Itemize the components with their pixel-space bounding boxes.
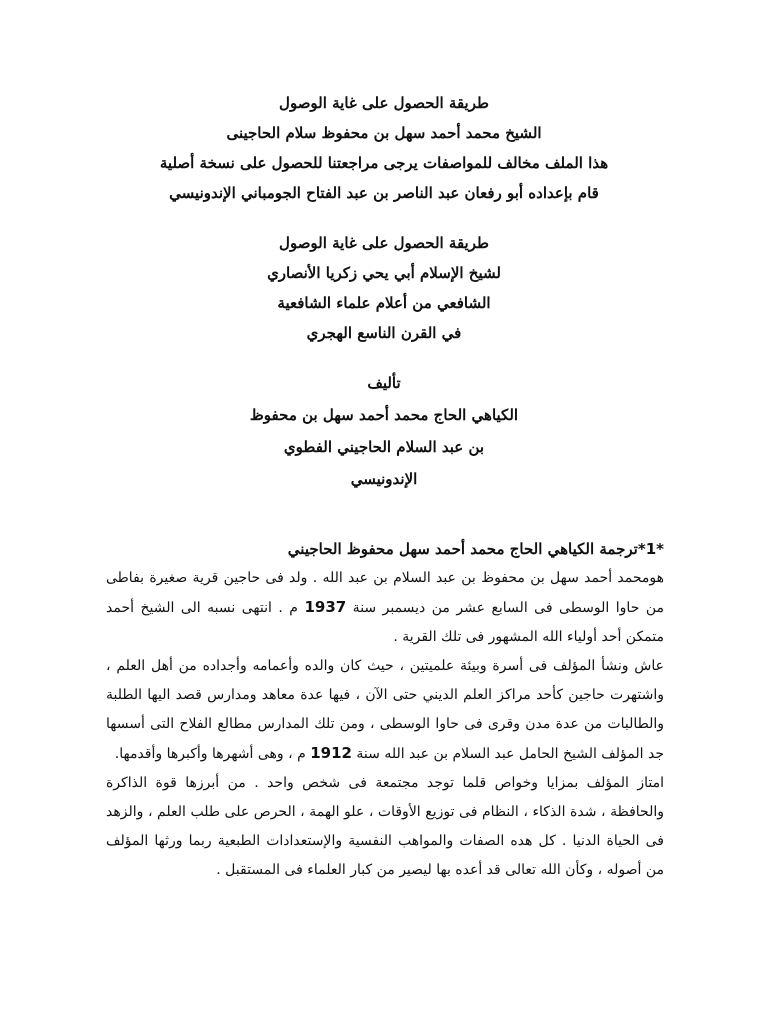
section-heading-text: ترجمة الكياهي الحاج محمد أحمد سهل محفوظ الحاجيني bbox=[287, 540, 638, 558]
title-line: لشيخ الإسلام أبي يحي زكريا الأنصاري bbox=[267, 264, 501, 282]
author-line: بن عبد السلام الحاجيني الفطوي bbox=[283, 438, 485, 456]
book-title: طريقة الحصول على غاية الوصول bbox=[279, 234, 489, 252]
file-header bbox=[100, 88, 668, 208]
paragraph-text: هومحمد أحمد سهل بن محفوظ بن عبد السلام بن عبد الله . ولد فى حاجين قرية صغيرة بفاطى من حاوا الوسطى فى السابع عشر من ديسمبر سنة bbox=[106, 570, 664, 616]
header-line: الشيخ محمد أحمد سهل بن محفوظ سلام الحاجينى bbox=[226, 124, 542, 142]
paragraph bbox=[106, 769, 664, 885]
author-label: تأليف bbox=[367, 374, 401, 392]
book-title-block bbox=[100, 228, 668, 348]
year-number: 1937 bbox=[304, 598, 347, 616]
paragraph-text: م . انتهى نسبه الى الشيخ أحمد متمكن أحد أولياء الله المشهور فى تلك القرية . bbox=[106, 600, 664, 645]
author-line: الكياهي الحاج محمد أحمد سهل بن محفوظ bbox=[249, 406, 519, 424]
author-block bbox=[100, 367, 668, 495]
title-line: في القرن الناسع الهجري bbox=[306, 324, 462, 342]
paragraph-text: م ، وهى أشهرها وأكبرها وأقدمها. bbox=[114, 746, 311, 762]
header-line: طريقة الحصول على غاية الوصول bbox=[279, 94, 489, 112]
author-line: الإندونيسي bbox=[350, 470, 418, 488]
paragraph-text: عاش ونشأ المؤلف فى أسرة وبيئة علميتين ، حيث كان والده وأعمامه وأجداده من أهل العلم ، واشتهرت حاجين كأحد مراكز العلم الديني حتى الآن ، فيها عدة معاهد ومدارس قصد اليها الطلبة والطالبات من عدة مدن وقرى فى حاوا الوسطى ، ومن تلك المدارس مطالع الفلاح التى أسسها جد المؤلف الشيخ الحامل عبد السلام بن عبد الله سنة bbox=[106, 658, 664, 762]
section-heading bbox=[106, 535, 664, 564]
biography-section bbox=[106, 535, 664, 885]
year-number: 1912 bbox=[310, 744, 352, 762]
paragraph-text: امتاز المؤلف بمزايا وخواص قلما توجد مجتمعة فى شخص واحد . من أبرزها قوة الذاكرة والحافظة ، شدة الذكاء ، النظام فى توزيع الأوقات ، علو الهمة ، الحرص على طلب العلم ، والزهد فى الحياة الدنيا . كل هده الصفات والمواهب النفسية والإستعدادات الطبعية ربما ورثها المؤلف من أصوله ، وكأن الله تعالى قد أعده بها ليصير من كبار العلماء فى المستقبل . bbox=[106, 775, 664, 878]
section-number: *1* bbox=[637, 540, 664, 558]
paragraph bbox=[106, 564, 664, 652]
header-line: قام بإعداده أبو رفعان عبد الناصر بن عبد الفتاح الجومباني الإندونيسي bbox=[169, 184, 599, 202]
title-line: الشافعي من أعلام علماء الشافعية bbox=[277, 294, 491, 312]
header-line: هذا الملف مخالف للمواصفات يرجى مراجعتنا للحصول على نسخة أصلية bbox=[159, 154, 609, 172]
paragraph bbox=[106, 652, 664, 769]
